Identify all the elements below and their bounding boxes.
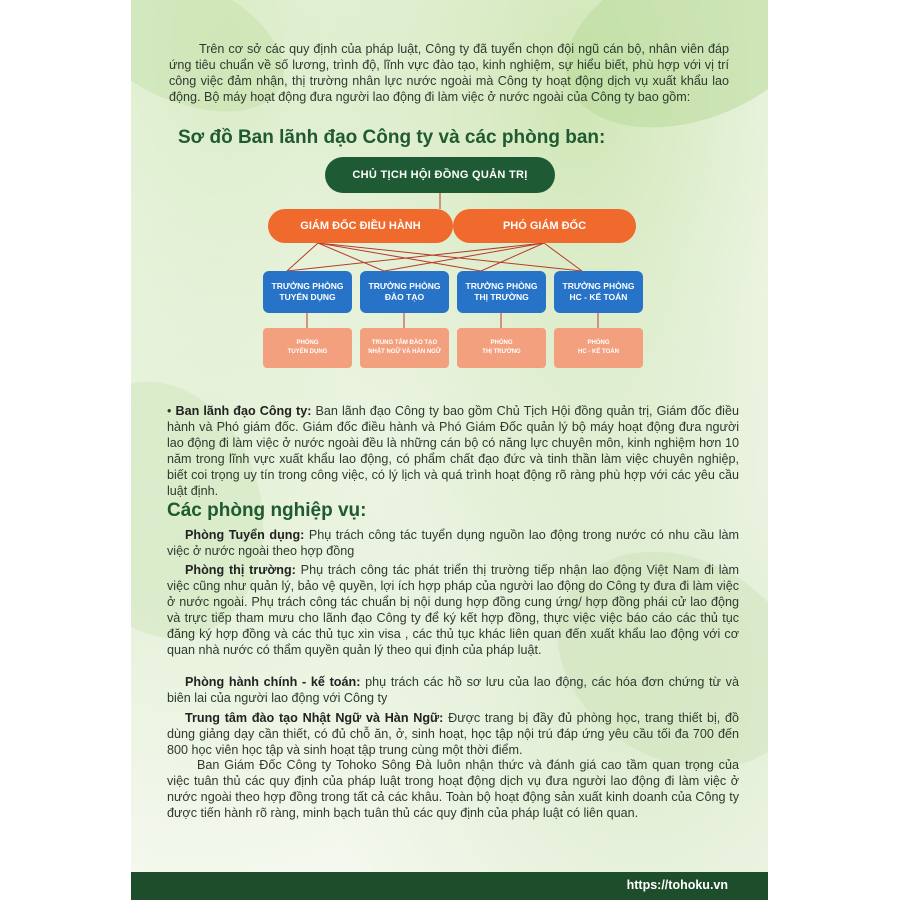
head-box-recruitment [263, 271, 352, 313]
document-page [131, 0, 768, 900]
dept-title: Trung tâm đào tạo Nhật Ngữ và Hàn Ngữ: [185, 711, 444, 725]
chairman-box: CHỦ TỊCH HỘI ĐỒNG QUẢN TRỊ [325, 157, 555, 193]
dept-title: Phòng hành chính - kế toán: [185, 675, 361, 689]
dept-title: Phòng thị trường: [185, 563, 296, 577]
dept-paragraph-recruitment [167, 527, 739, 559]
dept-line2: THỊ TRƯỜNG [482, 349, 521, 355]
dept-line1: TRUNG TÂM ĐÀO TẠO [371, 340, 438, 346]
bullet-icon: • [167, 404, 176, 418]
dept-line2: NHẬT NGỮ VÀ HÀN NGỮ [368, 349, 441, 355]
dept-title: Phòng Tuyển dụng: [185, 528, 305, 542]
leadership-title: Ban lãnh đạo Công ty: [175, 404, 312, 418]
leadership-paragraph [167, 403, 739, 499]
leadership-text: Ban lãnh đạo Công ty bao gồm Chủ Tịch Hội đồng quản trị, Giám đốc điều hành và Phó giám đốc. Giám đốc điều hành và Phó Giám Đốc quản lý bộ máy hoạt động đưa người lao động đi làm việc ở nước ngoài đều là những cán bộ có năng lực chuyên môn, kinh nghiệm hơn 10 năm trong lĩnh vực xuất khẩu lao động, có phẩm chất đạo đức và tinh thần làm việc chuyên nghiệp, biết coi trọng uy tín trong công việc, có lý lịch và quá trình hoạt động rõ ràng phù hợp với các yêu cầu luật định. [167, 404, 739, 498]
director-box: GIÁM ĐỐC ĐIỀU HÀNH [268, 209, 453, 243]
dept-line1: PHÒNG [490, 340, 513, 346]
departments-heading: Các phòng nghiệp vụ: [167, 500, 367, 521]
dept-paragraph-accounting [167, 674, 739, 706]
intro-paragraph: Trên cơ sở các quy định của pháp luật, Công ty đã tuyển chọn đội ngũ cán bộ, nhân viên đáp ứng tiêu chuẩn về số lương, trình độ, lĩnh vực đào tạo, kinh nghiệm, sự hiểu biết, phù hợp với vị trí công việc đảm nhận, thị trường nhân lực nước ngoài mà Công ty hoạt động dịch vụ xuất khẩu lao động. Bộ máy hoạt động đưa người lao động đi làm việc ở nước ngoài của Công ty bao gồm: [169, 42, 729, 104]
dept-text: Được trang bị đầy đủ phòng học, trang thiết bị, đồ dùng giảng dạy cần thiết, có đủ chỗ ăn, ở, sinh hoạt, học tập nội trú đáp ứng yêu cầu tối đa 700 đến 800 học viên học tập và sinh hoạt tập trung cùng một thời điểm. [167, 711, 740, 757]
head-line1: TRƯỞNG PHÒNG [562, 281, 635, 291]
dept-box-accounting [554, 328, 643, 368]
footer-url[interactable]: https://tohoku.vn [626, 878, 728, 892]
head-line2: HC - KẾ TOÁN [569, 292, 628, 302]
dept-line2: HC - KẾ TOÁN [578, 349, 619, 355]
dept-text: Phụ trách công tác phát triển thị trường tiếp nhận lao động Việt Nam đi làm việc cũng như quản lý, bảo vệ quyền, lợi ích hợp pháp của người lao động do Công ty đưa đi làm việc ở nước ngoài. Phụ trách công tác chuẩn bị nội dung hợp đồng cung ứng/ hợp đồng phái cử lao động và trực tiếp tham mưu cho lãnh đạo Công ty để ký kết hợp đồng, thực việc việc báo cáo các thủ tục đăng ký hợp đồng và các thủ tục xin visa , các thủ tục khác liên quan đến xuất khẩu lao động với cơ quan nhà nước có thẩm quyền quản lý theo qui định của pháp luật. [167, 563, 740, 657]
head-line2: TUYỂN DỤNG [279, 292, 336, 302]
head-line2: THỊ TRƯỜNG [474, 292, 529, 302]
dept-line1: PHÒNG [296, 340, 319, 346]
head-line1: TRƯỞNG PHÒNG [368, 281, 441, 291]
dept-box-training-center [360, 328, 449, 368]
org-chart-heading: Sơ đồ Ban lãnh đạo Công ty và các phòng ban: [178, 127, 606, 148]
head-box-market [457, 271, 546, 313]
dept-box-recruitment [263, 328, 352, 368]
vice-director-box: PHÓ GIÁM ĐỐC [453, 209, 636, 243]
dept-text: Phụ trách công tác tuyển dụng nguồn lao động trong nước có nhu cầu làm việc ở nước ngoài theo hợp đồng [167, 528, 739, 558]
dept-line2: TUYỂN DỤNG [287, 349, 328, 355]
dept-paragraph-training-center [167, 710, 739, 758]
org-chart-connectors [131, 0, 768, 400]
footer-bar [131, 872, 768, 900]
head-box-accounting [554, 271, 643, 313]
closing-paragraph: Ban Giám Đốc Công ty Tohoko Sông Đà luôn nhận thức và đánh giá cao tầm quan trọng của việc tuân thủ các quy định của pháp luật trong hoạt động dịch vụ đưa người lao động đi làm việc ở nước ngoài theo hợp đồng trong tất cả các khâu. Toàn bộ hoạt động sản xuất kinh doanh của Công ty được tiến hành rõ ràng, minh bạch tuân thủ các quy định của pháp luật có liên quan. [167, 758, 739, 820]
head-line1: TRƯỞNG PHÒNG [271, 281, 344, 291]
head-line1: TRƯỞNG PHÒNG [465, 281, 538, 291]
dept-line1: PHÒNG [587, 340, 610, 346]
dept-box-market [457, 328, 546, 368]
head-box-training [360, 271, 449, 313]
head-line2: ĐÀO TẠO [384, 292, 425, 302]
dept-text: phụ trách các hồ sơ lưu của lao động, các hóa đơn chứng từ và biên lai của người lao động với Công ty [167, 675, 739, 705]
dept-paragraph-market [167, 562, 739, 658]
